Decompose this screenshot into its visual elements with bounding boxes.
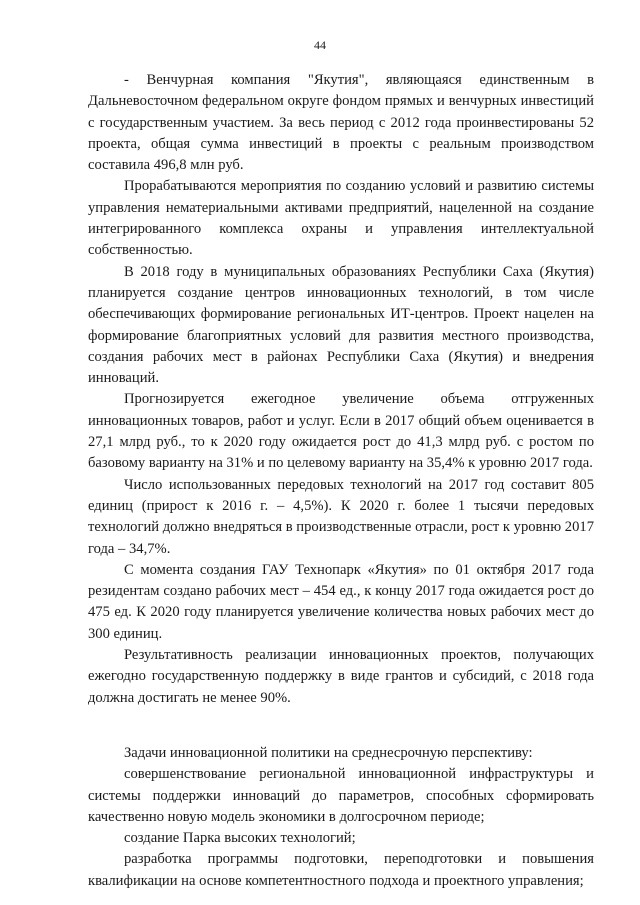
task-item-training-program: разработка программы подготовки, переподготовки и повышения квалификации на основе компетентностного подхода и проектного управления; [88,851,594,889]
document-body [88,70,594,892]
page-number: 44 [314,38,326,52]
paragraph-innovation-centers: В 2018 году в муниципальных образованиях Республики Саха (Якутия) планируется создание центров инновационных технологий, в том числе обеспечивающих формирование региональных ИТ-центров. Проект нацелен на формирование благоприятных условий для развития местного производства, создания рабочих мест в районах Республики Саха (Якутия) и внедрения инноваций. [88,263,594,387]
paragraph-advanced-technologies: Число использованных передовых технологий на 2017 год составит 805 единиц (прирост к 2016 г. – 4,5%). К 2020 г. более 1 тысячи передовых технологий должно внедряться в производственные отрасли, рост к уровню 2017 года – 34,7%. [88,476,594,557]
paragraph-venture-company: - Венчурная компания "Якутия", являющаяся единственным в Дальневосточном федеральном округе фондом прямых и венчурных инвестиций с государственным участием. За весь период с 2012 года проинвестированы 52 проекта, общая сумма инвестиций в проекты с реальным производством составила 496,8 млн руб. [88,72,594,174]
task-item-hightech-park: создание Парка высоких технологий; [124,830,356,847]
paragraph-technopark-jobs: С момента создания ГАУ Технопарк «Якутия» по 01 октября 2017 года резидентам создано рабочих мест – 454 ед., к концу 2017 года ожидается рост до 475 ед. К 2020 году планируется увеличение количества новых рабочих мест до 300 единиц. [88,561,594,642]
paragraph-intangible-assets: Прорабатываются мероприятия по созданию условий и развитию системы управления нематериальными активами предприятий, нацеленной на создание интегрированного комплекса охраны и управления интеллектуальной собственностью. [88,178,594,259]
paragraph-shipment-forecast: Прогнозируется ежегодное увеличение объема отгруженных инновационных товаров, работ и услуг. Если в 2017 общий объем оценивается в 27,1 млрд руб., то к 2020 году ожидается рост до 41,3 млрд руб. с ростом по базовому варианту на 31% и по целевому варианту на 35,4% к уровню 2017 года. [88,391,594,472]
paragraph-project-effectiveness: Результативность реализации инновационных проектов, получающих ежегодно государственную поддержку в виде грантов и субсидий, с 2018 года должна достигать не менее 90%. [88,647,594,706]
tasks-heading: Задачи инновационной политики на среднесрочную перспективу: [124,744,533,761]
task-item-infrastructure: совершенствование региональной инновационной инфраструктуры и системы поддержки инноваций до параметров, способных сформировать качественно новую модель экономики в долгосрочном периоде; [88,766,594,825]
